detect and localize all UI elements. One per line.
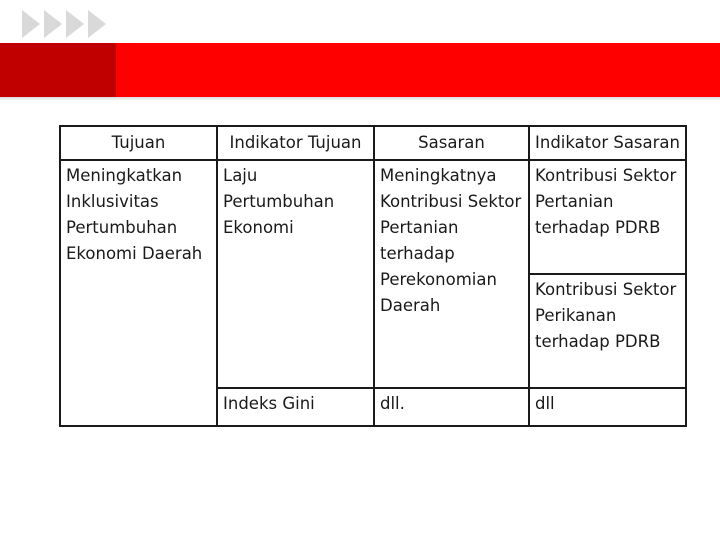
banner-bright-block (116, 43, 720, 97)
header-banner (0, 43, 720, 97)
forward-arrows-icon (22, 10, 122, 38)
tujuan-text: Meningkatkan Inklusivitas Pertumbuhan Ekonomi Daerah (66, 166, 203, 263)
sasaran-1-text: Meningkatnya Kontribusi Sektor Pertanian terhadap Perekonomian Daerah (380, 166, 522, 315)
header-indikator-tujuan: Indikator Tujuan (217, 126, 374, 160)
cell-indikator-sasaran-3 (529, 388, 686, 426)
indikator-tujuan-2-text: Indeks Gini (223, 394, 315, 413)
cell-indikator-tujuan-2 (217, 388, 374, 426)
indikator-sasaran-1-text: Kontribusi Sektor Pertanian terhadap PDRB (535, 166, 677, 237)
cell-indikator-tujuan-1 (217, 160, 374, 388)
indicator-table (59, 125, 687, 427)
header-tujuan: Tujuan (60, 126, 217, 160)
cell-tujuan (60, 160, 217, 426)
header-indikator-sasaran: Indikator Sasaran (529, 126, 686, 160)
cell-indikator-sasaran-1 (529, 160, 686, 274)
sasaran-2-text: dll. (380, 394, 405, 413)
indikator-tujuan-1-text: Laju Pertumbuhan Ekonomi (223, 166, 335, 237)
table-header-row (60, 126, 686, 160)
indikator-sasaran-3-text: dll (535, 394, 555, 413)
cell-indikator-sasaran-2 (529, 274, 686, 388)
indikator-sasaran-2-text: Kontribusi Sektor Perikanan terhadap PDRB (535, 280, 677, 351)
banner-shadow (0, 97, 720, 101)
cell-sasaran-2 (374, 388, 529, 426)
table-row (60, 160, 686, 274)
banner-dark-block (0, 43, 116, 97)
header-sasaran: Sasaran (374, 126, 529, 160)
cell-sasaran-1 (374, 160, 529, 388)
